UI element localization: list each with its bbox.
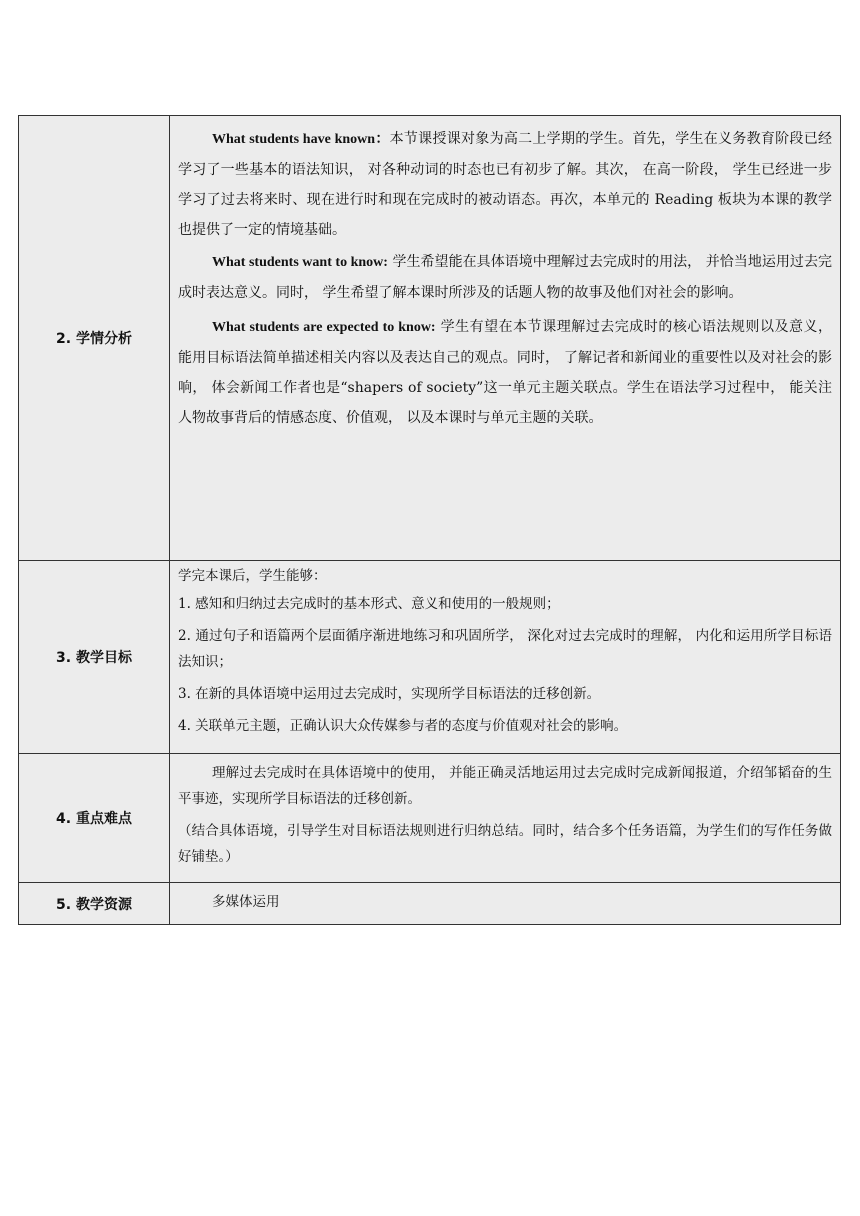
analysis-paragraph-want xyxy=(178,247,832,308)
key-points-content xyxy=(170,754,841,883)
resources-content xyxy=(170,883,841,925)
want-text: 学生希望能在具体语境中理解过去完成时的用法， 并恰当地运用过去完成时表达意义。同时， 学生希望了解本课时所涉及的话题人物的故事及他们对社会的影响。 xyxy=(178,254,832,301)
objective-item: 2. 通过句子和语篇两个层面循序渐进地练习和巩固所学， 深化对过去完成时的理解， 内化和运用所学目标语法知识； xyxy=(178,628,832,670)
analysis-content xyxy=(170,116,841,561)
lesson-plan-table xyxy=(18,115,841,925)
objective-item: 1. 感知和归纳过去完成时的基本形式、意义和使用的一般规则； xyxy=(178,596,560,612)
key-points-note: （结合具体语境，引导学生对目标语法规则进行归纳总结。同时，结合多个任务语篇，为学生们的写作任务做好铺垫。） xyxy=(178,823,832,865)
objectives-content xyxy=(170,561,841,754)
want-heading: What students want to know: xyxy=(212,255,388,270)
known-heading: What students have known： xyxy=(212,132,390,147)
resources-text: 多媒体运用 xyxy=(212,894,280,910)
key-points-label: 4. 重点难点 xyxy=(19,754,170,883)
expected-text: 学生有望在本节课理解过去完成时的核心语法规则以及意义， 能用目标语法简单描述相关内容以及表达自己的观点。同时， 了解记者和新闻业的重要性以及对社会的影响， 体会新闻工作者也是“shapers of society”这一单元主题关联点。学生在语法学习过程中， 能关注人物故事背后的情感态度、价值观， 以及本课时与单元主题的关联。 xyxy=(178,319,833,426)
objective-item: 4. 关联单元主题，正确认识大众传媒参与者的态度与价值观对社会的影响。 xyxy=(178,718,628,734)
analysis-label: 2. 学情分析 xyxy=(19,116,170,561)
analysis-paragraph-expected xyxy=(178,312,832,433)
known-text: 本节课授课对象为高二上学期的学生。首先，学生在义务教育阶段已经学习了一些基本的语法知识， 对各种动词的时态也已有初步了解。其次， 在高一阶段， 学生已经进一步学习了过去将来时、现在进行时和现在完成时的被动语态。再次，本单元的 Reading 板块为本课的教学也提供了一定的情境基础。 xyxy=(178,131,832,238)
objectives-label: 3. 教学目标 xyxy=(19,561,170,754)
analysis-row xyxy=(19,116,841,561)
resources-label: 5. 教学资源 xyxy=(19,883,170,925)
key-points-row xyxy=(19,754,841,883)
expected-heading: What students are expected to know: xyxy=(212,320,436,335)
key-points-main: 理解过去完成时在具体语境中的使用， 并能正确灵活地运用过去完成时完成新闻报道，介绍邹韬奋的生平事迹，实现所学目标语法的迁移创新。 xyxy=(178,765,832,807)
analysis-paragraph-known xyxy=(178,124,832,245)
resources-row xyxy=(19,883,841,925)
objectives-intro: 学完本课后，学生能够： xyxy=(178,568,327,584)
objectives-row xyxy=(19,561,841,754)
objective-item: 3. 在新的具体语境中运用过去完成时，实现所学目标语法的迁移创新。 xyxy=(178,686,601,702)
